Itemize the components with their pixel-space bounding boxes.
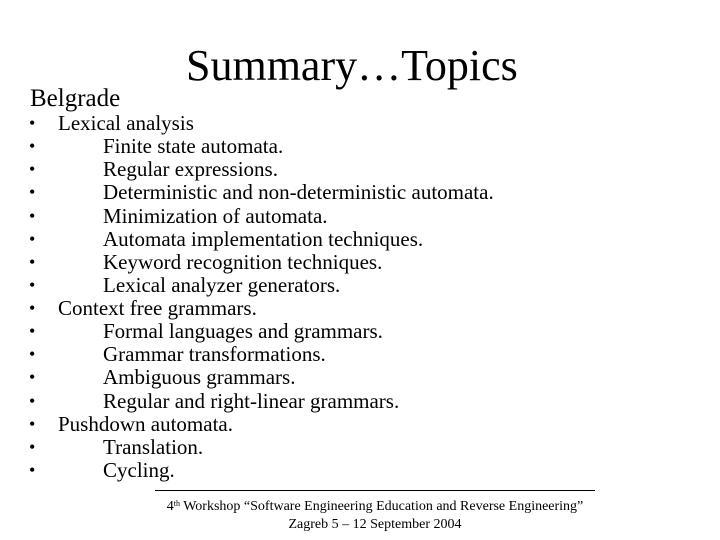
topic-text: Ambiguous grammars. (103, 365, 296, 390)
bullet-icon: • (29, 367, 36, 388)
topic-text: Lexical analysis (58, 111, 194, 135)
topic-text: Grammar transformations. (103, 342, 326, 367)
bullet-icon: • (29, 298, 36, 318)
bullet-icon: • (29, 113, 36, 133)
bullet-icon: • (29, 205, 36, 226)
topic-text: Regular and right-linear grammars. (103, 388, 400, 413)
topic-text: Translation. (103, 434, 204, 459)
bullet-icon: • (29, 251, 36, 272)
topic-text: Lexical analyzer generators. (103, 272, 341, 297)
topic-text: Cycling. (103, 457, 175, 482)
bullet-icon: • (29, 228, 36, 249)
bullet-icon: • (29, 136, 36, 157)
bullet-icon: • (29, 274, 36, 295)
topic-text: Automata implementation techniques. (103, 226, 424, 251)
topic-text: Formal languages and grammars. (103, 319, 383, 344)
bullet-icon: • (29, 390, 36, 411)
topic-text: Finite state automata. (103, 134, 284, 159)
footer-line-2: Zagreb 5 – 12 September 2004 (288, 517, 462, 532)
topic-text: Regular expressions. (103, 157, 278, 182)
topic-text: Pushdown automata. (58, 411, 233, 436)
footer-line-1 (155, 495, 595, 516)
topic-text: Minimization of automata. (103, 203, 328, 228)
footer (155, 495, 595, 534)
slide-location: Belgrade (30, 85, 121, 112)
bullet-icon: • (29, 182, 36, 203)
bullet-icon: • (29, 459, 36, 480)
slide-title: Summary…Topics (186, 41, 518, 90)
bullet-icon: • (29, 159, 36, 180)
footer-divider (155, 490, 595, 491)
bullet-icon: • (29, 413, 36, 434)
bullet-icon: • (29, 344, 36, 365)
topic-text: Deterministic and non-deterministic automata. (103, 180, 494, 205)
topic-text: Context free grammars. (58, 296, 257, 320)
bullet-icon: • (29, 321, 36, 342)
footer-workshop-text: Workshop “Software Engineering Education and Reverse Engineering” (179, 499, 584, 514)
footer-ordinal-suffix: th (173, 499, 180, 508)
topic-text: Keyword recognition techniques. (103, 249, 383, 274)
bullet-icon: • (29, 436, 36, 457)
footer-ordinal-number: 4 (166, 499, 174, 514)
